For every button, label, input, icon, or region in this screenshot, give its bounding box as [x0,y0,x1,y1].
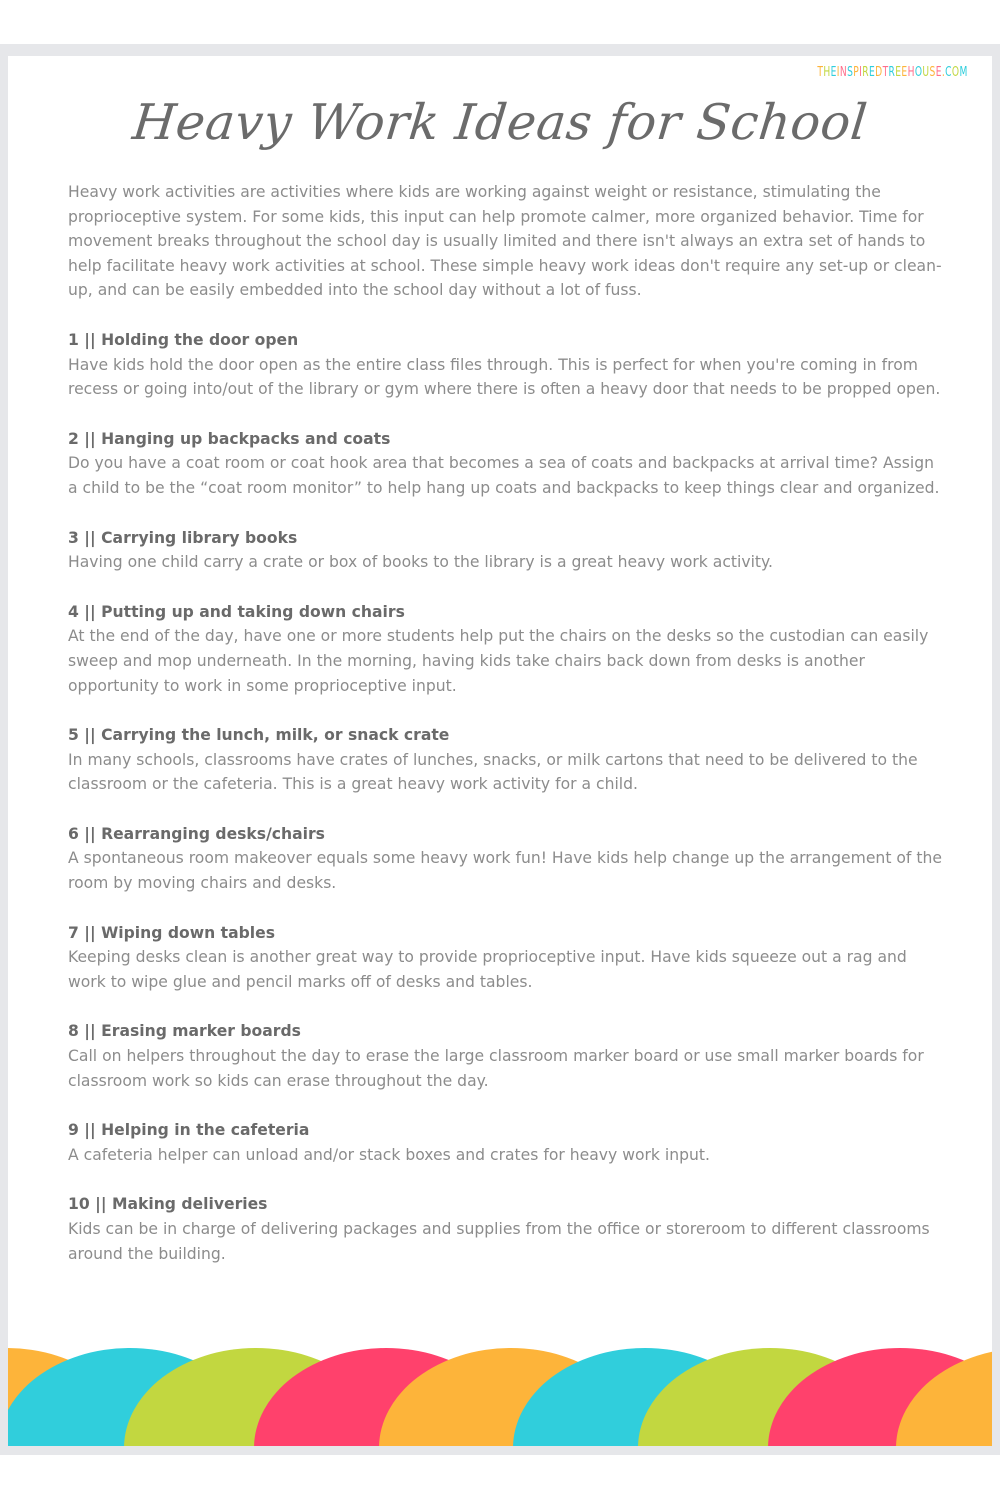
item-heading: 4 || Putting up and taking down chairs [68,602,405,621]
list-item [68,1118,948,1167]
item-body: A cafeteria helper can unload and/or stack boxes and crates for heavy work input. [68,1145,710,1164]
item-heading: 3 || Carrying library books [68,528,298,547]
item-heading: 10 || Making deliveries [68,1195,268,1214]
page-title: Heavy Work Ideas for School [129,94,871,151]
item-body: In many schools, classrooms have crates of lunches, snacks, or milk cartons that need to be delivered to the classroom or the cafeteria. This is a great heavy work activity for a child. [68,750,918,794]
item-body: Have kids hold the door open as the entire class files through. This is perfect for when you're coming in from recess or going into/out of the library or gym where there is often a heavy door that needs to be propped open. [68,355,941,399]
item-body: Call on helpers throughout the day to erase the large classroom marker board or use small marker boards for classroom work so kids can erase throughout the day. [68,1047,924,1090]
list-item [68,921,948,995]
list-item [68,723,948,797]
list-item [68,328,948,402]
item-body: Kids can be in charge of delivering packages and supplies from the office or storeroom to different classrooms around the building. [68,1220,930,1263]
content [68,180,948,1291]
item-body: Keeping desks clean is another great way to provide proprioceptive input. Have kids squeeze out a rag and work to wipe glue and pencil marks off of desks and tables. [68,948,907,991]
item-body: Having one child carry a crate or box of books to the library is a great heavy work activity. [68,553,773,572]
list-item [68,1192,948,1266]
item-heading: 9 || Helping in the cafeteria [68,1121,310,1140]
document-page [8,56,992,1446]
intro-paragraph: Heavy work activities are activities where kids are working against weight or resistance, stimulating the proprioceptive system. For some kids, this input can help promote calmer, more organized behavior. Time for movement breaks throughout the school day is usually limited and there isn't always an extra set of hands to help facilitate heavy work activities at school. These simple heavy work ideas don't require any set-up or clean-up, and can be easily embedded into the school day without a lot of fuss. [68,183,942,300]
item-heading: 6 || Rearranging desks/chairs [68,824,325,843]
list-item [68,427,948,501]
footer-scallop-decoration [8,1346,992,1446]
item-heading: 1 || Holding the door open [68,330,299,349]
list-item [68,526,948,575]
item-body: At the end of the day, have one or more students help put the chairs on the desks so the custodian can easily sweep and mop underneath. In the morning, having kids take chairs back down from desks is another opportunity to work in some proprioceptive input. [68,627,929,695]
item-heading: 2 || Hanging up backpacks and coats [68,429,391,448]
item-heading: 7 || Wiping down tables [68,923,275,942]
document-frame [0,44,1000,1455]
item-heading: 8 || Erasing marker boards [68,1022,301,1041]
list-item [68,1019,948,1093]
list-item [68,600,948,698]
list-item [68,822,948,896]
item-heading: 5 || Carrying the lunch, milk, or snack crate [68,726,450,745]
site-logo: THEINSPIREDTREEHOUSE.COM [817,65,968,80]
item-body: A spontaneous room makeover equals some heavy work fun! Have kids help change up the arrangement of the room by moving chairs and desks. [68,849,942,893]
item-body: Do you have a coat room or coat hook area that becomes a sea of coats and backpacks at arrival time? Assign a child to be the “coat room monitor” to help hang up coats and backpacks to keep things clear and organized. [68,454,940,497]
